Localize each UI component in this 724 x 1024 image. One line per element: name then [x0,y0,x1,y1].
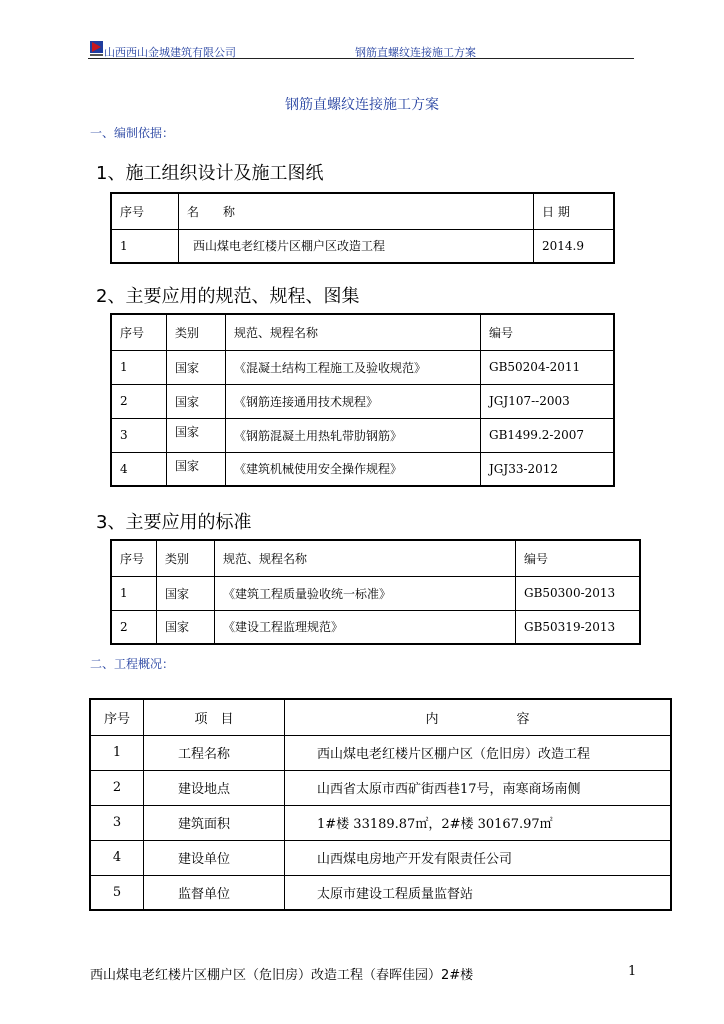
table-row [90,840,671,875]
table-row [111,229,614,263]
table-row [111,452,614,486]
table-cell: 《建设工程监理规范》 [215,610,516,644]
table-cell: 《混凝土结构工程施工及验收规范》 [226,350,481,384]
table-cell: 国家 [167,384,226,418]
table-cell: JGJ33-2012 [481,452,615,486]
table-cell: 5 [90,875,144,910]
document-title: 钢筋直螺纹连接施工方案 [285,97,439,113]
table-cell: GB50204-2011 [481,350,615,384]
table-header-row [90,699,671,735]
col-header: 日 期 [534,193,615,229]
col-header: 规范、规程名称 [226,314,481,350]
table-cell: 2 [90,770,144,805]
table-cell: 工程名称 [144,735,285,770]
table-cell: 国家 [167,350,226,384]
col-header: 序号 [111,193,179,229]
col-header: 序号 [111,540,157,576]
specs-table [110,313,615,487]
col-header: 序号 [111,314,167,350]
table-cell: GB1499.2-2007 [481,418,615,452]
table-cell: GB50300-2013 [516,576,641,610]
section-1-label: 一、编制依据： [90,126,175,140]
table-cell: 3 [111,418,167,452]
table-cell: 3 [90,805,144,840]
table-header-row [111,193,614,229]
page-number: 1 [628,964,637,979]
drawings-table [110,192,615,264]
col-header: 规范、规程名称 [215,540,516,576]
table-cell: 西山煤电老红楼片区棚户区改造工程 [179,229,534,263]
col-header: 序号 [90,699,144,735]
table-row [90,805,671,840]
col-header: 项 目 [144,699,285,735]
table-cell: 建筑面积 [144,805,285,840]
table-cell: 2014.9 [534,229,615,263]
table-cell: 4 [111,452,167,486]
table-cell: 4 [90,840,144,875]
table-header-row [111,540,640,576]
table-cell: 国家 [157,576,215,610]
col-header: 类别 [167,314,226,350]
table-cell: 山西省太原市西矿街西巷17号，南寒商场南侧 [285,770,672,805]
header-divider [88,58,634,59]
table-row [90,770,671,805]
table-cell: JGJ107--2003 [481,384,615,418]
col-header: 类别 [157,540,215,576]
table-header-row [111,314,614,350]
table-row [111,384,614,418]
table-cell: GB50319-2013 [516,610,641,644]
sub3-heading: 3、主要应用的标准 [96,512,252,533]
table-cell: 国家 [167,452,226,486]
table-cell: 山西煤电房地产开发有限责任公司 [285,840,672,875]
col-header: 编号 [481,314,615,350]
table-cell: 2 [111,384,167,418]
header-doc-title: 钢筋直螺纹连接施工方案 [355,46,476,59]
col-header: 编号 [516,540,641,576]
standards-table [110,539,641,645]
table-cell: 1 [90,735,144,770]
section-2-label: 二、工程概况： [90,657,175,671]
header-company: 山西西山金城建筑有限公司 [104,46,236,59]
table-cell: 1 [111,576,157,610]
project-overview-table [89,698,672,911]
col-header: 内 容 [285,699,672,735]
table-cell: 国家 [157,610,215,644]
col-header: 名 称 [179,193,534,229]
sub1-heading: 1、施工组织设计及施工图纸 [96,163,324,184]
table-cell: 监督单位 [144,875,285,910]
table-cell: 建设单位 [144,840,285,875]
table-cell: 《钢筋连接通用技术规程》 [226,384,481,418]
table-cell: 国家 [167,418,226,452]
table-cell: 建设地点 [144,770,285,805]
table-row [111,610,640,644]
sub2-heading: 2、主要应用的规范、规程、图集 [96,286,360,307]
table-row [111,418,614,452]
table-cell: 《钢筋混凝土用热轧带肋钢筋》 [226,418,481,452]
table-row [90,735,671,770]
table-row [111,350,614,384]
table-cell: 1#楼 33189.87㎡，2#楼 30167.97㎡ [285,805,672,840]
table-cell: 《建筑机械使用安全操作规程》 [226,452,481,486]
table-cell: 1 [111,229,179,263]
table-cell: 《建筑工程质量验收统一标准》 [215,576,516,610]
table-cell: 太原市建设工程质量监督站 [285,875,672,910]
table-row [90,875,671,910]
table-cell: 2 [111,610,157,644]
footer-text: 西山煤电老红楼片区棚户区（危旧房）改造工程（春晖佳园）2#楼 [90,968,474,983]
table-row [111,576,640,610]
table-cell: 西山煤电老红楼片区棚户区（危旧房）改造工程 [285,735,672,770]
table-cell: 1 [111,350,167,384]
company-logo-icon [90,41,103,56]
